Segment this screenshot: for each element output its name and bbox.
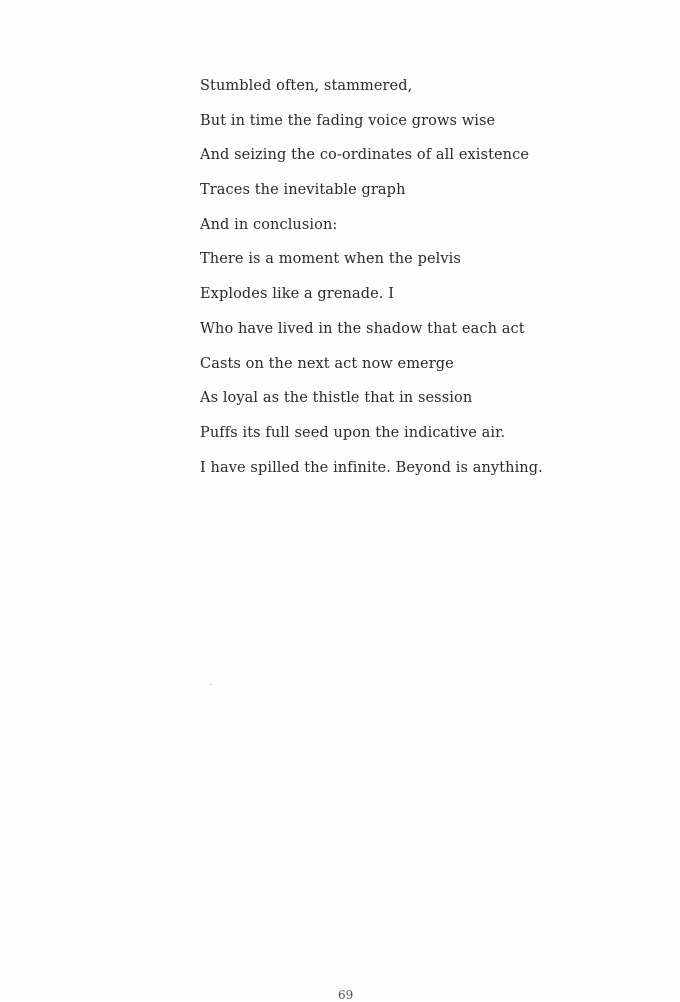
poem-line: As loyal as the thistle that in session — [200, 390, 473, 407]
paper-speck — [210, 684, 212, 685]
poem-stanza — [200, 76, 640, 492]
poem-line: Traces the inevitable graph — [200, 182, 406, 199]
poem-line: Explodes like a grenade. I — [200, 286, 395, 303]
poem-line: There is a moment when the pelvis — [200, 251, 461, 268]
page-number: 69 — [338, 988, 354, 1002]
poem-line: Who have lived in the shadow that each act — [200, 320, 525, 337]
poem-line: Casts on the next act now emerge — [200, 355, 454, 372]
poem-line: But in time the fading voice grows wise — [200, 112, 496, 129]
poem-line: I have spilled the infinite. Beyond is anything. — [200, 459, 543, 476]
poem-line: Puffs its full seed upon the indicative air. — [200, 424, 506, 441]
poem-line: And seizing the co-ordinates of all existence — [200, 147, 530, 164]
poem-line: And in conclusion: — [200, 216, 338, 233]
poem-line: Stumbled often, stammered, — [200, 78, 413, 94]
